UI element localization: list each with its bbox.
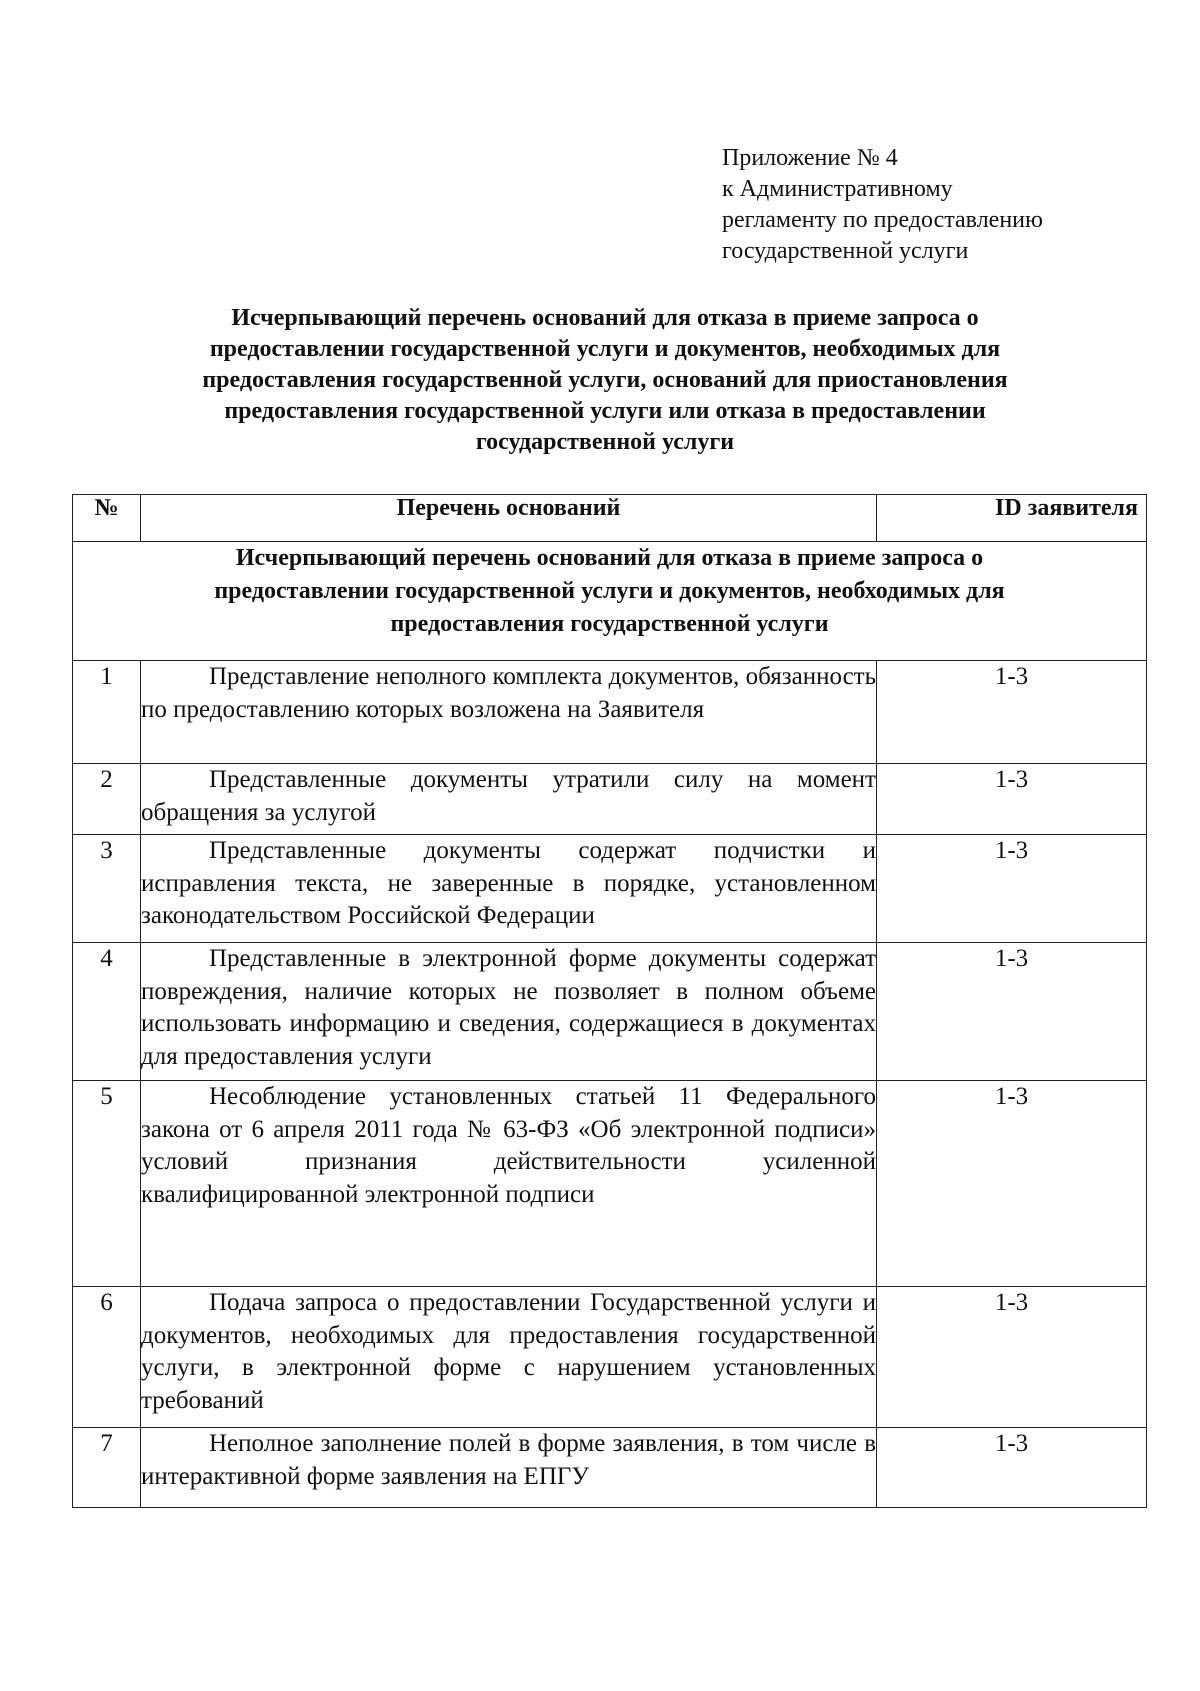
table-row [73,661,1147,764]
title-line: предоставления государственной услуги или отказа в предоставлении [224,398,986,424]
section-line: предоставлении государственной услуги и документов, необходимых для [214,578,1005,604]
row-text: Представленные документы утратили силу на момент обращения за услугой [141,766,876,826]
row-text-cell [141,1081,877,1287]
table-row [73,1428,1147,1508]
row-number: 1 [73,661,141,764]
table-row [73,835,1147,943]
row-text: Неполное заполнение полей в форме заявления, в том числе в интерактивной форме заявления на ЕПГУ [141,1430,876,1490]
row-text-cell [141,1287,877,1428]
table-row [73,764,1147,835]
table-row [73,943,1147,1081]
section-line: предоставления государственной услуги [390,611,829,637]
header-applicant-id: ID заявителя [877,495,1147,542]
table-row [73,1081,1147,1287]
row-text: Представленные документы содержат подчистки и исправления текста, не заверенные в порядке, установленном законодательством Российской Федерации [141,837,876,929]
row-number: 5 [73,1081,141,1287]
title-line: предоставлении государственной услуги и документов, необходимых для [209,336,1001,362]
row-number: 2 [73,764,141,835]
row-applicant-id: 1-3 [877,1287,1147,1428]
row-text-cell [141,661,877,764]
header-grounds: Перечень оснований [141,495,877,542]
row-text-cell [141,764,877,835]
row-text: Несоблюдение установленных статьей 11 Федерального закона от 6 апреля 2011 года № 63-ФЗ «Об электронной подписи» условий признания действительности усиленной квалифицированной электронной подписи [141,1083,876,1208]
appendix-line: Приложение № 4 [722,145,898,171]
row-number: 4 [73,943,141,1081]
row-applicant-id: 1-3 [877,943,1147,1081]
row-number: 7 [73,1428,141,1508]
row-text: Подача запроса о предоставлении Государственной услуги и документов, необходимых для предоставления государственной услуги, в электронной форме с нарушением установленных требований [141,1289,876,1414]
row-applicant-id: 1-3 [877,1428,1147,1508]
appendix-line: государственной услуги [722,238,969,264]
document-title [110,303,1100,458]
table-row [73,1287,1147,1428]
header-no: № [73,495,141,542]
section-line: Исчерпывающий перечень оснований для отказа в приеме запроса о [235,545,984,571]
row-text-cell [141,1428,877,1508]
row-applicant-id: 1-3 [877,835,1147,943]
appendix-note [722,143,1162,267]
appendix-line: к Административному [722,176,953,202]
title-line: Исчерпывающий перечень оснований для отказа в приеме запроса о [231,305,979,331]
section-row [73,542,1147,661]
table-header-row [73,495,1147,542]
row-number: 3 [73,835,141,943]
row-text-cell [141,943,877,1081]
row-applicant-id: 1-3 [877,1081,1147,1287]
row-applicant-id: 1-3 [877,764,1147,835]
row-text-cell [141,835,877,943]
grounds-table [72,494,1147,1508]
row-applicant-id: 1-3 [877,661,1147,764]
section-title [73,542,1147,661]
row-text: Представленные в электронной форме документы содержат повреждения, наличие которых не позволяет в полном объеме использовать информацию и сведения, содержащиеся в документах для предоставления услуги [141,945,876,1070]
row-number: 6 [73,1287,141,1428]
title-line: предоставления государственной услуги, оснований для приостановления [202,367,1008,393]
row-text: Представление неполного комплекта документов, обязанность по предоставлению которых возложена на Заявителя [141,663,876,723]
appendix-line: регламенту по предоставлению [722,207,1043,233]
title-line: государственной услуги [475,429,735,455]
